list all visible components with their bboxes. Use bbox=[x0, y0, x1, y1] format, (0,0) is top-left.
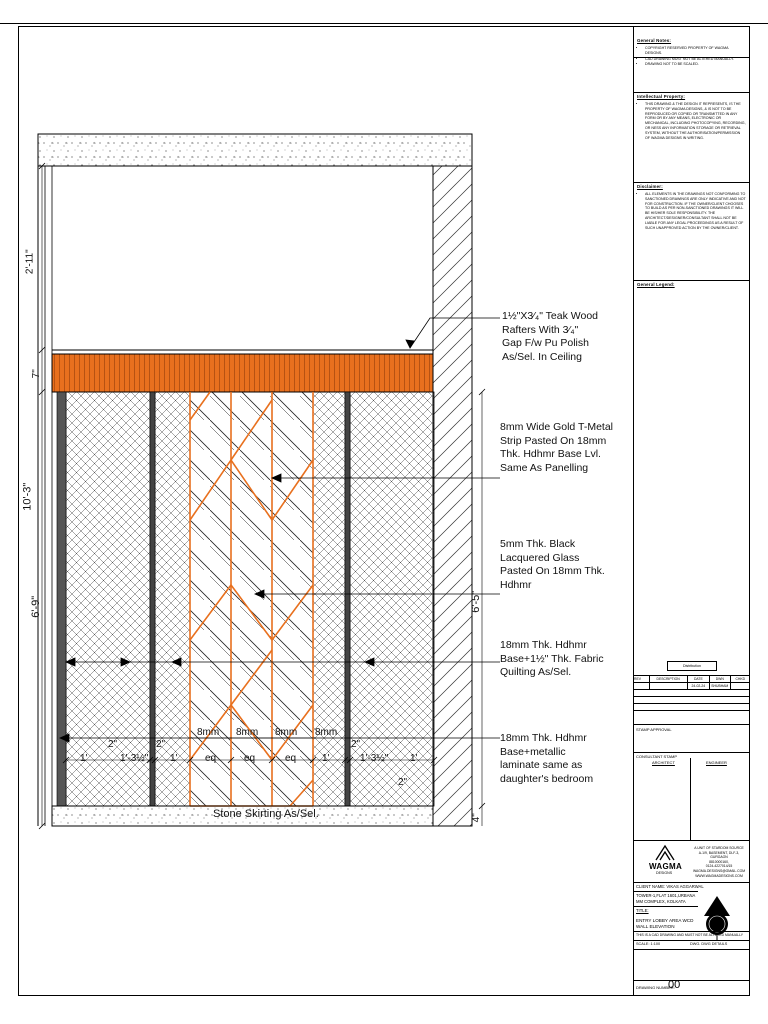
callout-line: Thk. Hdhmr Base Lvl. bbox=[500, 448, 601, 460]
dim-gap-8mm-4: 8mm bbox=[315, 727, 338, 738]
architect-label: ARCHITECT bbox=[652, 760, 675, 765]
title-label: TITLE: bbox=[636, 908, 649, 913]
divider bbox=[633, 57, 750, 58]
dim-bottom-1a: 1' bbox=[80, 753, 88, 764]
callout-line: Gap F/w Pu Polish bbox=[502, 337, 589, 349]
dim-bottom-eq1: eq bbox=[205, 753, 217, 764]
callout-line: laminate same as bbox=[500, 759, 583, 771]
site-line-1: TOWER-1,FLAT 1601,URBANA bbox=[636, 893, 696, 898]
divider bbox=[633, 940, 750, 941]
rev-cell: 24-02-24 bbox=[688, 683, 710, 689]
divider bbox=[633, 280, 750, 281]
client-label bbox=[636, 884, 704, 889]
divider bbox=[633, 840, 750, 841]
divider bbox=[633, 182, 750, 183]
rev-header: CHKD bbox=[735, 677, 746, 681]
consultant-stamp-divider bbox=[690, 758, 691, 840]
disclaimer-title: Disclaimer: bbox=[637, 184, 663, 189]
dim-strip-mid-right: 2" bbox=[351, 739, 361, 750]
title-line-1: ENTRY LOBBY AREA WCD bbox=[636, 918, 694, 923]
dim-gap-8mm-2: 8mm bbox=[236, 727, 259, 738]
disclaimer-section bbox=[633, 184, 750, 232]
divider bbox=[633, 931, 750, 932]
callout-line: As/Sel. In Ceiling bbox=[502, 350, 582, 363]
title-line-2: WALL ELEVATION bbox=[636, 924, 675, 929]
callout-line: daughter's bedroom bbox=[500, 772, 594, 785]
callout-line: Rafters With 3⁄₄" bbox=[502, 323, 579, 336]
cad-note: THIS IS A CAD DRAWING AND MUST NOT BE ALTERED MANUALLY bbox=[636, 933, 744, 937]
dim-gap-8mm-1: 8mm bbox=[197, 727, 220, 738]
rev-cell bbox=[731, 683, 750, 689]
divider bbox=[633, 752, 750, 753]
revision-table bbox=[634, 675, 750, 725]
general-note-item: • CAD DRAWING MUST NOT BE ALTERED MANUALLY. bbox=[645, 57, 746, 62]
callout-line: Lacquered Glass bbox=[500, 551, 580, 564]
callout-line: 5mm Thk. Black bbox=[500, 538, 576, 550]
dim-bottom-eq3: eq bbox=[285, 753, 297, 764]
rev-header: REV bbox=[634, 676, 650, 682]
dim-strip-left: 2" bbox=[108, 739, 118, 750]
divider bbox=[633, 949, 750, 950]
divider bbox=[633, 92, 750, 93]
callout-line: Base+1½" Thk. Fabric bbox=[500, 652, 604, 665]
callout-line: 18mm Thk. Hdhmr bbox=[500, 732, 587, 744]
callout-line: Hdhmr bbox=[500, 578, 532, 591]
general-notes-section bbox=[633, 38, 750, 68]
dim-panel-height: 6'-9" bbox=[30, 595, 43, 618]
site-line-2: MM COMPLEX, KOLKATA bbox=[636, 899, 686, 904]
wagma-logo-icon bbox=[654, 844, 676, 862]
skirting-label: Stone Skirting As/Sel. bbox=[213, 808, 319, 820]
callout-gold-strip bbox=[500, 421, 624, 475]
legend-title: General Legend: bbox=[637, 282, 675, 287]
dwg-note: DWG. DWG DETAILS bbox=[690, 942, 728, 946]
rev-cell bbox=[634, 683, 650, 689]
dim-bottom-1c: 1' bbox=[322, 753, 330, 764]
divider bbox=[633, 906, 698, 907]
callout-line: Quilting As/Sel. bbox=[500, 666, 572, 678]
logo-wordmark: WAGMA bbox=[649, 862, 683, 871]
general-note-item: • COPYRIGHT RESERVED PROPERTY OF WAGMA DESIGNS. bbox=[645, 46, 746, 56]
callout-line: Same As Panelling bbox=[500, 461, 589, 474]
dim-bottom-1d: 1' bbox=[410, 753, 418, 764]
dim-bottom-1-3b: 1'-3½" bbox=[360, 753, 389, 764]
dim-total-height: 10'-3" bbox=[21, 482, 34, 511]
rev-cell bbox=[650, 683, 688, 689]
ip-text: • THIS DRAWING & THE DESIGN IT REPRESENTS, IS THE PROPERTY OF WAGMA DESIGNS, & IS NOT TO BE REPRODUCED OR COPIED OR TRANSMITTED IN ANY FORM OR BY ANY MEANS, ELECTRONIC OR MECHANICAL, INCLUDING PHOTOCOPYING, RECORDING, OR NESS ANY INFORMATION STORAGE OR RETRIEVAL SYSTEM, WITHOUT THE AUTHORISATION/PERMISSION OF WAGMA DESIGNS IN WRITING. bbox=[645, 102, 746, 141]
callout-line: Pasted On 18mm Thk. bbox=[500, 565, 605, 577]
general-notes-title: General Notes: bbox=[637, 38, 672, 43]
dim-bottom-eq2: eq bbox=[244, 753, 256, 764]
callout-line: 8mm Wide Gold T-Metal bbox=[500, 421, 614, 433]
rev-header: DWN bbox=[710, 676, 730, 682]
consultant-stamp-label: CONSULTANT STAMP bbox=[636, 754, 678, 759]
rev-cell: SHUBHAM bbox=[710, 683, 730, 689]
callout-black-glass bbox=[500, 538, 624, 592]
dim-gap-8mm-3: 8mm bbox=[275, 727, 298, 738]
rev-header: DATE bbox=[688, 676, 710, 682]
logo-subtext: DESIGNS bbox=[656, 871, 673, 875]
dim-bottom-1b: 1' bbox=[170, 753, 178, 764]
dim-strip-mid-left: 2" bbox=[156, 739, 166, 750]
divider bbox=[633, 882, 750, 883]
divider bbox=[633, 980, 750, 981]
ip-section bbox=[633, 94, 750, 142]
dim-right-panel-height: 6'-5" bbox=[470, 590, 483, 613]
stamp-approval-label: STAMP APPROVAL bbox=[636, 727, 672, 732]
distribution-box: Distribution bbox=[667, 661, 717, 671]
callout-line: 18mm Thk. Hdhmr bbox=[500, 639, 587, 651]
callout-fabric-quilting bbox=[500, 639, 624, 680]
callout-metallic-laminate bbox=[500, 732, 624, 786]
callout-line: Strip Pasted On 18mm bbox=[500, 434, 607, 447]
dim-rafter-height: 7" bbox=[30, 369, 42, 379]
callout-teak-rafters bbox=[502, 310, 622, 364]
ip-title: Intellectual Property: bbox=[637, 94, 686, 99]
callout-line: 1½"X3⁄₄" Teak Wood bbox=[502, 310, 598, 322]
drawing-number: 00 bbox=[668, 979, 681, 991]
dim-bottom-1-3a: 1'-3½" bbox=[120, 753, 149, 764]
callout-line: Base+metallic bbox=[500, 745, 566, 758]
company-address: A UNIT OF STARDOM SOURCE A-1/9, BASEMENT, DLF-3, GURGAON 8810000160, 0124-4227014/15 WAGMA.DESIGNS@GMAIL.COM WWW.WAGMADESIGNS.COM bbox=[692, 846, 746, 878]
divider bbox=[633, 891, 698, 892]
dim-skirting-height: 4" bbox=[470, 813, 482, 823]
general-note-item: • DRAWING NOT TO BE SCALED. bbox=[645, 62, 746, 67]
rev-header: DESCRIPTION bbox=[650, 676, 688, 682]
legend-section bbox=[633, 282, 750, 288]
disclaimer-text: • ALL ELEMENTS IN THE DRAWINGS NOT CONFORMING TO SANCTIONED DRAWINGS ARE ONLY INDICATIVE AND NOT FOR CONSTRUCTION. IF THE OWNER/CLIENT CHOOSES TO BUILD AS PER NON-SANCTIONED DRAWINGS IT WILL BE HIS/HER SOLE RESPONSIBILITY. THE ARCHITECT/DESIGNER/CONSULTANT SHALL NOT BE LIABLE FOR ANY LEGAL PROCEEDINGS AS A RESULT OF SUCH UNAPPROVED ACTION BY THE OWNER/CLIENT. bbox=[645, 192, 746, 231]
client-label-text: CLIENT NAME: bbox=[636, 884, 666, 889]
scale-label: SCALE: 1:100 bbox=[636, 942, 661, 946]
dim-ceiling-height: 2'-11" bbox=[24, 249, 36, 275]
drawing-number-label: DRAWING NUMBER: bbox=[636, 985, 675, 990]
client-name: VIKAS AGGARWAL bbox=[666, 884, 704, 889]
engineer-label: ENGINEER bbox=[706, 760, 727, 765]
dim-strip-right: 2" bbox=[398, 777, 408, 788]
